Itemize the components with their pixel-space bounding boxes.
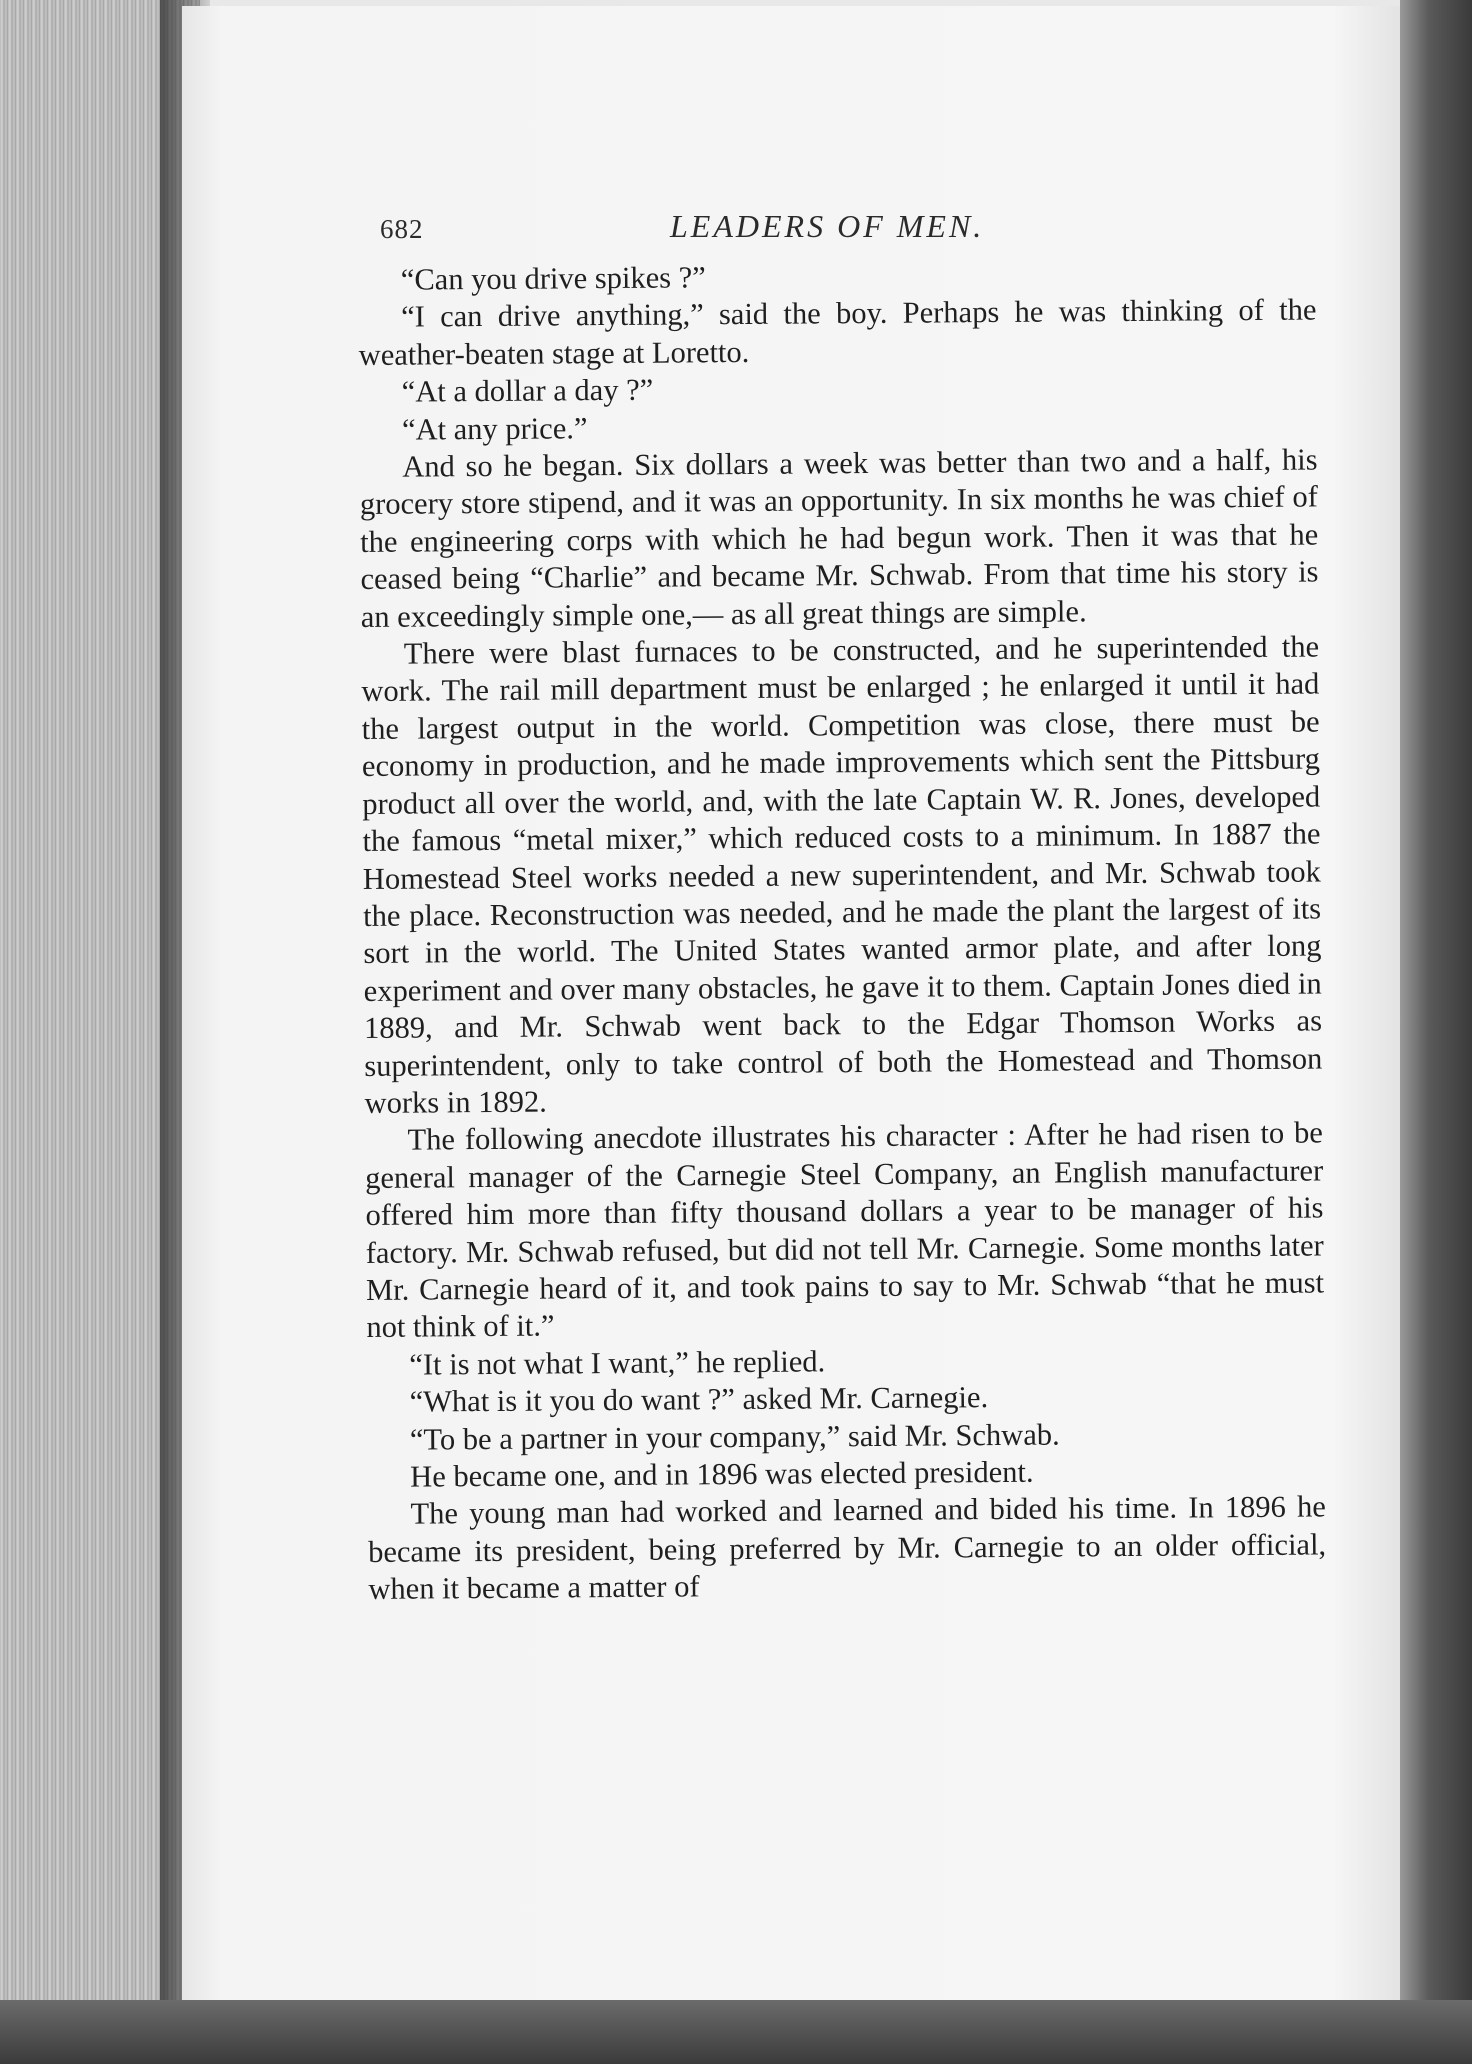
page-number: 682 xyxy=(380,214,424,244)
paragraph: There were blast furnaces to be constructed, and he superintended the work. The rail mill department must be enlarged ; he enlarged it until it had the largest output in the world. Competition was close, there must be economy in production, and he made improvements which sent the Pittsburg product all over the world, and, with the late Captain W. R. Jones, developed the famous “metal mixer,” which reduced costs to a minimum. In 1887 the Homestead Steel works needed a new superintendent, and Mr. Schwab took the place. Reconstruction was needed, and he made the plant the largest of its sort in the world. The United States wanted armor plate, and after long experiment and over many obstacles, he gave it to them. Captain Jones died in 1889, and Mr. Schwab went back to the Edgar Thomson Works as superintendent, only to take control of both the Homestead and Thomson works in 1892. xyxy=(361,629,1323,1120)
running-head: LEADERS OF MEN. xyxy=(670,208,985,244)
right-binding-shadow xyxy=(1400,0,1472,2064)
paragraph: And so he began. Six dollars a week was better than two and a half, his grocery store stipend, and it was an opportunity. In six months he was chief of the engineering corps with which he had begun work. Then it was that he ceased being “Charlie” and became Mr. Schwab. From that time his story is an exceedingly simple one,— as all great things are simple. xyxy=(359,442,1319,634)
page-header xyxy=(380,208,1040,258)
body-text xyxy=(358,254,1327,1608)
paragraph: “At any price.” xyxy=(401,410,588,447)
paragraph: “What is it you do want ?” asked Mr. Carnegie. xyxy=(409,1380,989,1419)
paragraph: He became one, and in 1896 was elected president. xyxy=(410,1454,1034,1494)
paragraph: “Can you drive spikes ?” xyxy=(400,260,706,297)
paragraph: “It is not what I want,” he replied. xyxy=(409,1344,826,1382)
paragraph: The young man had worked and learned and bided his time. In 1896 he became its president, being preferred by Mr. Carnegie to an older official, when it became a matter of xyxy=(367,1489,1327,1607)
paragraph: “I can drive anything,” said the boy. Perhaps he was thinking of the weather-beaten stage at Loretto. xyxy=(358,292,1317,372)
paragraph: The following anecdote illustrates his character : After he had risen to be general manager of the Carnegie Steel Company, an English manufacturer offered him more than fifty thousand dollars a year to be manager of his factory. Mr. Schwab refused, but did not tell Mr. Carnegie. Some months later Mr. Carnegie heard of it, and took pains to say to Mr. Schwab “that he must not think of it.” xyxy=(365,1115,1325,1345)
scan-bottom-edge xyxy=(0,2000,1472,2064)
paragraph: “At a dollar a day ?” xyxy=(401,372,654,409)
paragraph: “To be a partner in your company,” said Mr. Schwab. xyxy=(409,1417,1060,1457)
